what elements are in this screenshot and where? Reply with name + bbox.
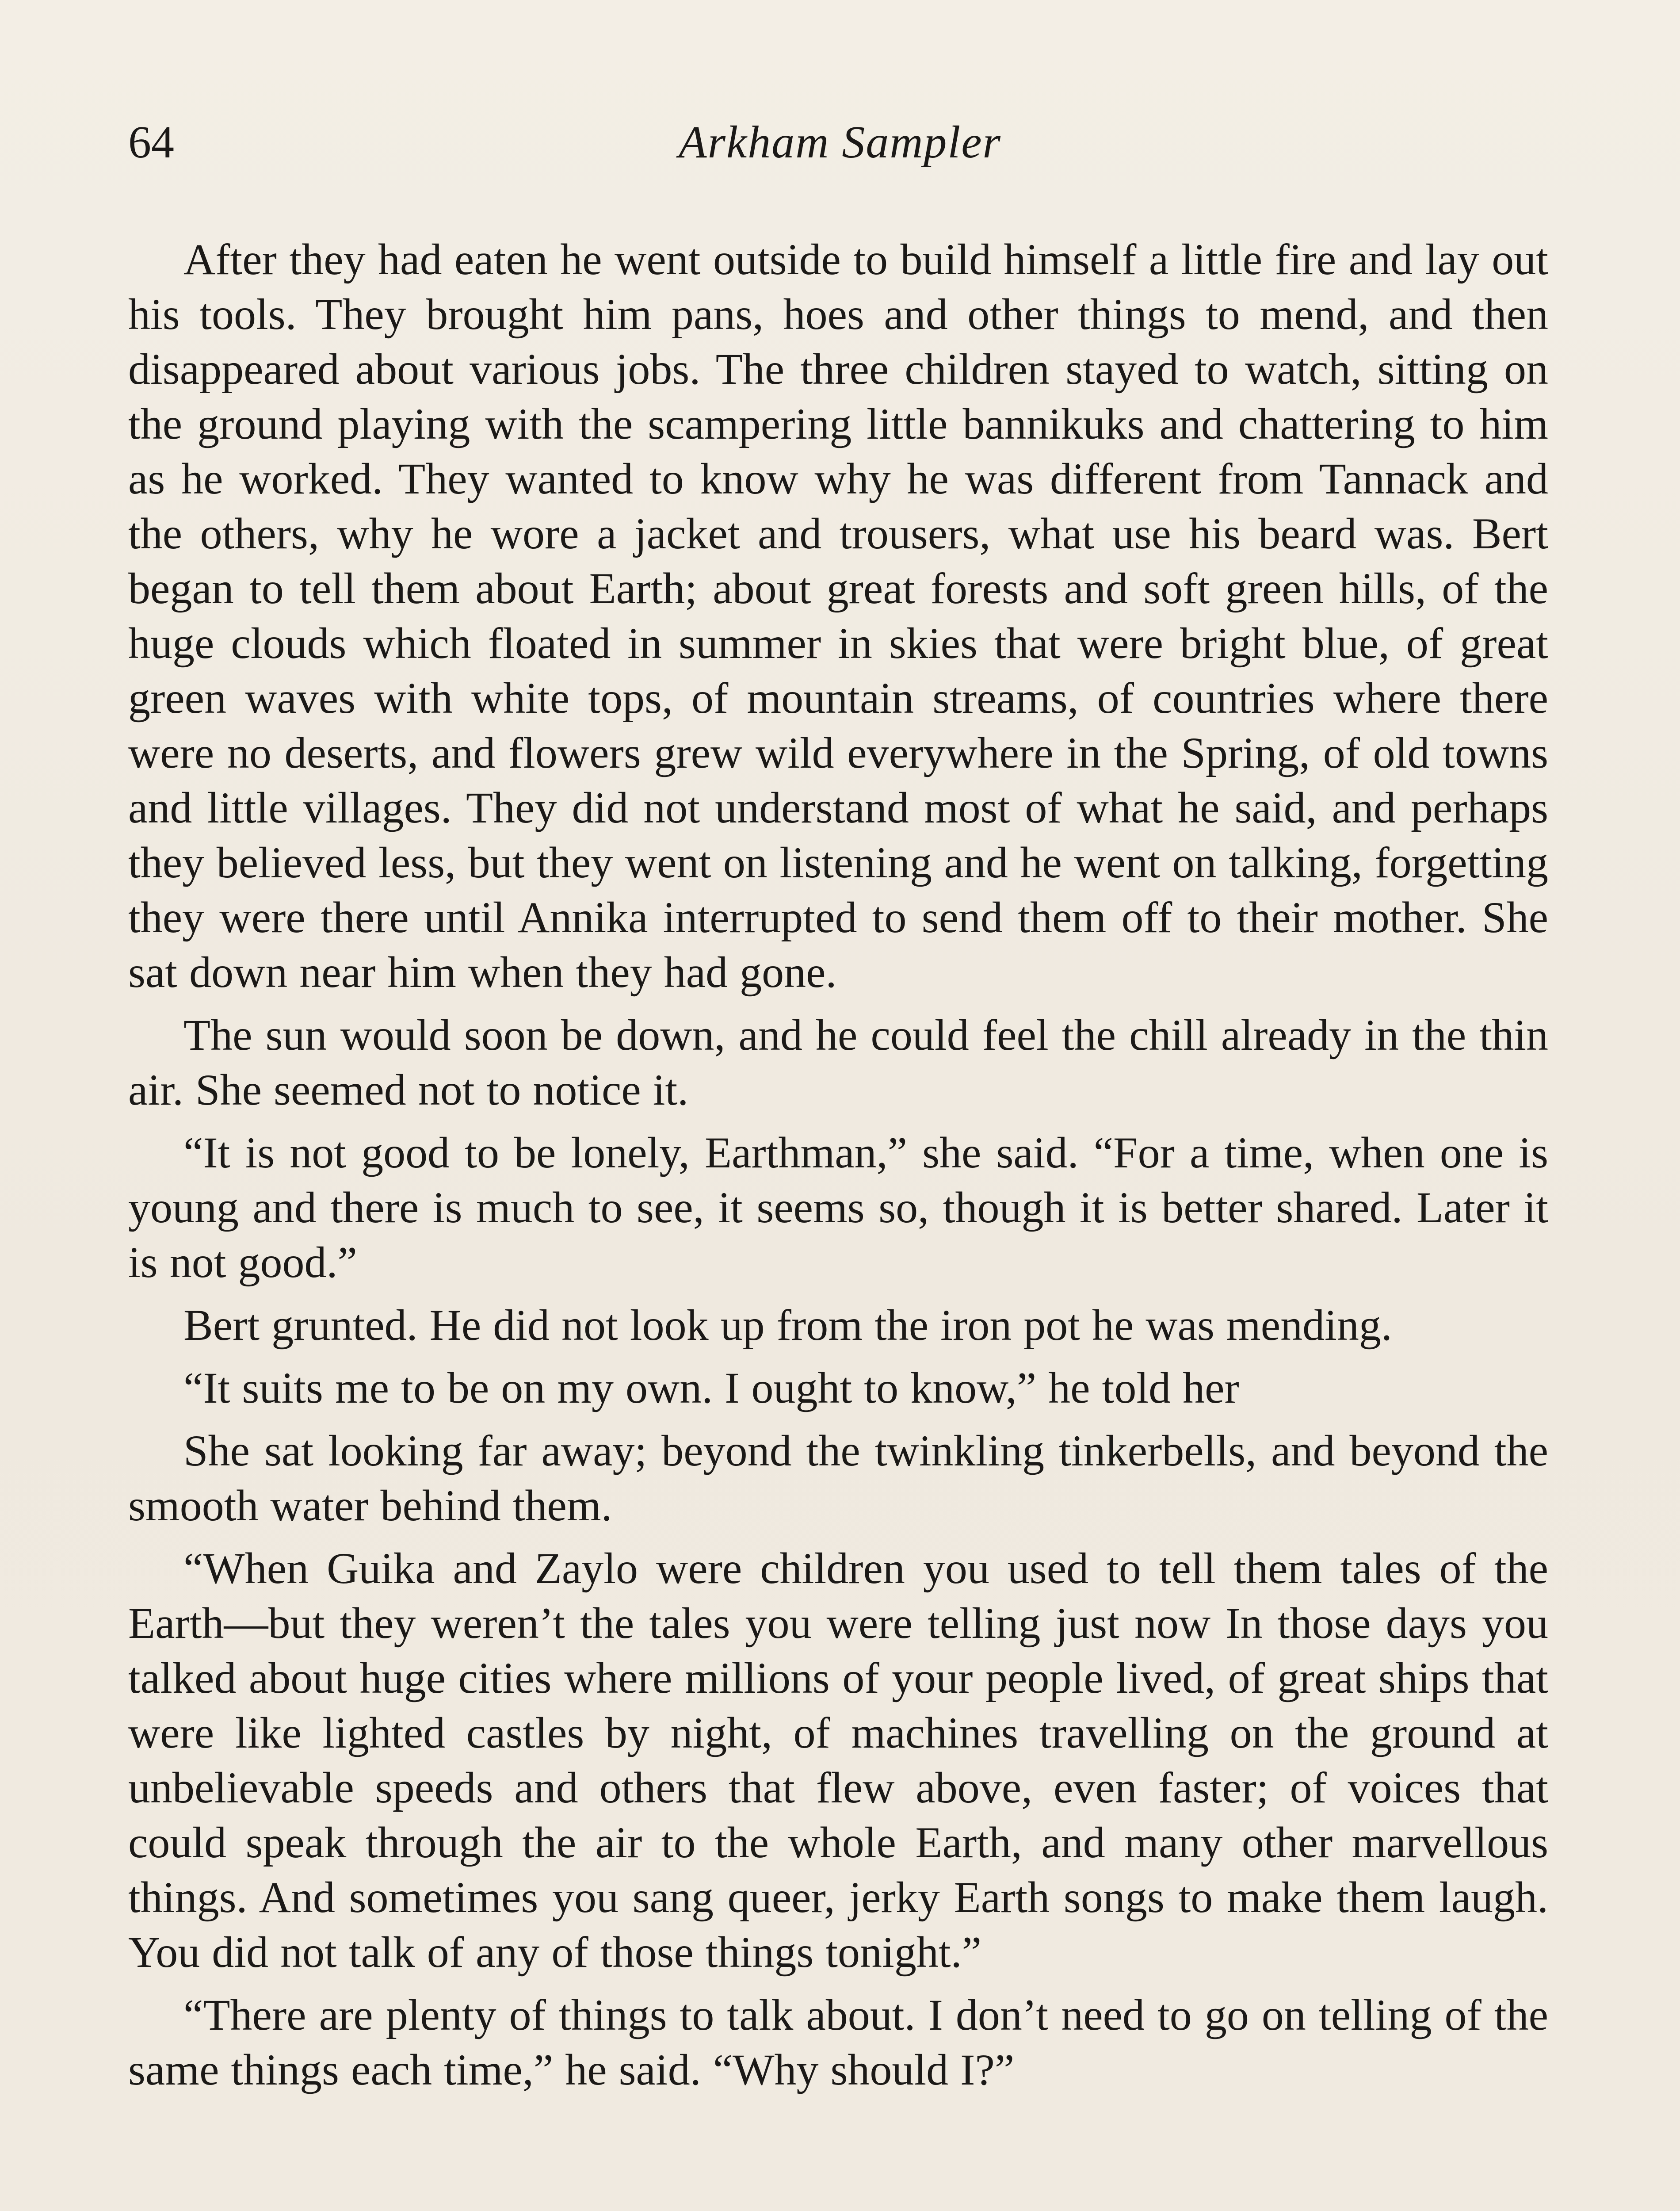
paragraph: “When Guika and Zaylo were children you used to tell them tales of the Earth—but they weren’t the tales you were telling just now In those days you talked about huge cities where millions of your people lived, of great ships that were like lighted castles by night, of machines travelling on the ground at unbelievable speeds and others that flew above, even faster; of voices that could speak through the air to the whole Earth, and many other marvellous things. And sometimes you sang queer, jerky Earth songs to make them laugh. You did not talk of any of those things tonight.” [128, 1544, 1548, 1977]
paragraph: The sun would soon be down, and he could feel the chill already in the thin air. She seemed not to notice it. [128, 1010, 1548, 1114]
running-title: Arkham Sampler [679, 117, 1001, 168]
paragraph: “It suits me to be on my own. I ought to know,” he told her [183, 1363, 1239, 1412]
page-number: 64 [128, 117, 174, 168]
paragraph: She sat looking far away; beyond the twinkling tinkerbells, and beyond the smooth water behind them. [128, 1426, 1548, 1530]
paragraph: “There are plenty of things to talk about. I don’t need to go on telling of the same things each time,” he said. “Why should I?” [128, 1990, 1548, 2094]
paragraph: “It is not good to be lonely, Earthman,” she said. “For a time, when one is young and there is much to see, it seems so, though it is better shared. Later it is not good.” [128, 1128, 1548, 1287]
paragraph: After they had eaten he went outside to build himself a little fire and lay out his tools. They brought him pans, hoes and other things to mend, and then disappeared about various jobs. The three children stayed to watch, sitting on the ground playing with the scampering little bannikuks and chattering to him as he worked. They wanted to know why he was different from Tannack and the others, why he wore a jacket and trousers, what use his beard was. Bert began to tell them about Earth; about great forests and soft green hills, of the huge clouds which floated in summer in skies that were bright blue, of great green waves with white tops, of mountain streams, of countries where there were no deserts, and flowers grew wild everywhere in the Spring, of old towns and little villages. They did not understand most of what he said, and perhaps they believed less, but they went on listening and he went on talking, forgetting they were there until Annika interrupted to send them off to their mother. She sat down near him when they had gone. [128, 235, 1548, 997]
body-text [128, 232, 1548, 2105]
running-head [128, 116, 1552, 169]
paragraph: Bert grunted. He did not look up from the iron pot he was mending. [183, 1301, 1392, 1350]
